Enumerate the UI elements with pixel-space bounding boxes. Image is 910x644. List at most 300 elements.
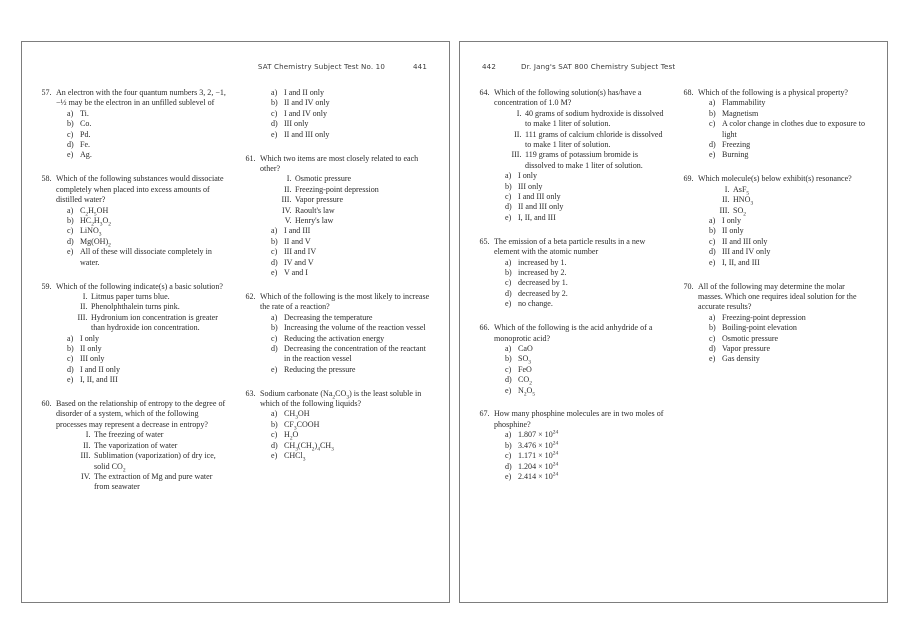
- option-item[interactable]: [505, 192, 667, 202]
- option-label: e): [271, 129, 278, 139]
- page-441: [21, 41, 450, 603]
- roman-numeral: III.: [80, 451, 91, 461]
- option-text: $H_2O$: [284, 430, 299, 442]
- option-text: $HC_2H_3O_2$: [80, 215, 112, 228]
- option-label: a): [505, 171, 512, 181]
- option-item[interactable]: [67, 334, 229, 344]
- option-item[interactable]: [271, 365, 433, 375]
- option-item[interactable]: [271, 119, 433, 129]
- option-list: [271, 313, 433, 375]
- option-label: a): [67, 108, 74, 118]
- option-text: Ag.: [80, 150, 92, 160]
- option-label: d): [709, 247, 716, 257]
- roman-text: AsF$_5$: [733, 184, 750, 197]
- option-text: Pd.: [80, 129, 91, 139]
- option-item[interactable]: [67, 130, 229, 140]
- option-text: $3.476 \times 10^{24}$: [518, 440, 559, 450]
- option-label: a): [67, 205, 74, 215]
- option-list: [709, 98, 871, 160]
- option-text: Gas density: [722, 354, 760, 364]
- option-label: d): [505, 288, 512, 298]
- roman-text: Freezing-point depression: [295, 184, 379, 194]
- option-label: d): [67, 236, 74, 246]
- question-number: 65.: [479, 236, 490, 246]
- option-label: e): [709, 257, 716, 267]
- option-text: Reducing the pressure: [284, 364, 356, 374]
- option-text: I and III only: [518, 192, 561, 202]
- option-label: d): [505, 461, 512, 471]
- option-item[interactable]: [67, 247, 229, 268]
- option-item[interactable]: [67, 354, 229, 364]
- option-text: II and V: [284, 236, 311, 246]
- option-label: e): [505, 212, 512, 222]
- option-text: $1.171 \times 10^{24}$: [518, 450, 559, 461]
- option-item[interactable]: [709, 237, 871, 247]
- question-57: [39, 88, 229, 161]
- roman-text: Phenolphthalein turns pink.: [91, 302, 180, 312]
- option-text: no change.: [518, 299, 553, 309]
- option-text: Decreasing the concentration of the reactant in the reaction vessel: [284, 343, 426, 364]
- option-text: decreased by 1.: [518, 278, 568, 288]
- option-text: I and III: [284, 226, 311, 236]
- question-number: 57.: [41, 88, 52, 97]
- option-list: [67, 206, 229, 268]
- roman-list: [509, 109, 667, 171]
- option-label: e): [271, 451, 278, 461]
- roman-item: [279, 185, 433, 195]
- option-label: e): [709, 150, 716, 160]
- option-label: d): [709, 140, 716, 150]
- roman-numeral: IV.: [81, 471, 91, 481]
- option-text: II only: [80, 343, 102, 353]
- option-item[interactable]: [271, 313, 433, 323]
- option-text: A color change in clothes due to exposure to light: [722, 119, 866, 139]
- option-label: a): [67, 333, 74, 343]
- roman-list: [279, 174, 433, 226]
- option-item[interactable]: [271, 268, 433, 278]
- question-number: 66.: [479, 323, 490, 333]
- option-item[interactable]: [271, 88, 433, 98]
- page-442-column-1: [477, 88, 667, 594]
- option-item[interactable]: [67, 206, 229, 216]
- question-number: 61.: [245, 153, 256, 163]
- option-text: I and II only: [80, 364, 120, 374]
- option-label: e): [271, 364, 278, 374]
- roman-item: [509, 150, 667, 171]
- question-64: [477, 88, 667, 223]
- option-item[interactable]: [505, 472, 667, 482]
- option-label: c): [505, 451, 512, 461]
- option-text: I only: [518, 171, 537, 181]
- option-item[interactable]: [505, 289, 667, 299]
- option-text: II only: [722, 226, 744, 236]
- option-label: b): [505, 268, 512, 277]
- option-list: [505, 344, 667, 396]
- question-58: [39, 174, 229, 268]
- question-number: 70.: [683, 281, 694, 291]
- option-label: c): [67, 226, 74, 236]
- option-item[interactable]: [709, 344, 871, 354]
- option-text: Co.: [80, 119, 92, 129]
- option-item[interactable]: [505, 462, 667, 472]
- roman-numeral: III.: [77, 312, 88, 322]
- option-label: c): [271, 247, 278, 257]
- option-item[interactable]: [505, 213, 667, 223]
- roman-item: [75, 292, 229, 302]
- roman-item: [80, 430, 229, 440]
- option-item[interactable]: [271, 226, 433, 236]
- option-text: $1.807 \times 10^{24}$: [518, 429, 559, 440]
- option-list: [271, 88, 433, 140]
- roman-item: [80, 472, 229, 493]
- option-label: e): [271, 268, 278, 277]
- running-head-title: Dr. Jang's SAT 800 Chemistry Subject Test: [521, 62, 676, 71]
- option-item[interactable]: [505, 258, 667, 268]
- option-text: Ti.: [80, 108, 89, 118]
- roman-numeral: II.: [80, 302, 88, 312]
- option-item[interactable]: [505, 278, 667, 288]
- roman-list: [75, 292, 229, 334]
- roman-text: Sublimation (vaporization) of dry ice, solid $CO_2$: [94, 451, 216, 474]
- option-item[interactable]: [505, 344, 667, 354]
- roman-item: [279, 206, 433, 216]
- option-list: [505, 430, 667, 482]
- option-label: b): [271, 419, 278, 429]
- option-text: Magnetism: [722, 108, 759, 118]
- roman-list: [80, 430, 229, 492]
- question-number: 59.: [41, 281, 52, 291]
- option-list: [67, 109, 229, 161]
- question-stem: Which molecule(s) below exhibit(s) resonance?: [698, 174, 852, 184]
- page-442-column-2: [681, 88, 871, 594]
- page-441-columns: [39, 88, 436, 594]
- question-number: 64.: [479, 88, 490, 97]
- option-text: CHCl$_3$: [284, 451, 306, 463]
- option-label: e): [505, 385, 512, 395]
- question-65: [477, 237, 667, 310]
- option-label: d): [271, 119, 278, 129]
- roman-numeral: IV.: [282, 205, 292, 215]
- option-item[interactable]: [67, 344, 229, 354]
- option-item[interactable]: [271, 451, 433, 461]
- option-item[interactable]: [271, 420, 433, 430]
- option-list: [271, 409, 433, 461]
- option-label: e): [709, 354, 716, 364]
- option-label: c): [709, 119, 716, 129]
- option-item[interactable]: [709, 216, 871, 226]
- option-label: d): [271, 440, 278, 450]
- option-label: b): [271, 98, 278, 108]
- running-head-right: [482, 62, 675, 71]
- option-item[interactable]: [271, 237, 433, 247]
- page-441-column-1: [39, 88, 229, 594]
- option-text: All of these will dissociate completely in water.: [80, 247, 212, 267]
- question-stem: Which of the following substances would dissociate completely when placed into excess amounts of distilled water?: [56, 174, 224, 205]
- option-text: Burning: [722, 150, 749, 160]
- option-text: II and III only: [722, 236, 768, 246]
- option-text: Vapor pressure: [722, 343, 771, 353]
- roman-numeral: II.: [722, 195, 730, 205]
- option-item[interactable]: [505, 451, 667, 461]
- option-label: b): [505, 354, 512, 364]
- option-text: Fe.: [80, 140, 91, 150]
- roman-text: The extraction of Mg and pure water from seawater: [94, 471, 213, 492]
- roman-text: 40 grams of sodium hydroxide is dissolved to make 1 liter of solution.: [525, 108, 664, 129]
- question-number-spacer: [243, 88, 260, 140]
- option-item[interactable]: [709, 313, 871, 323]
- option-item[interactable]: [709, 140, 871, 150]
- option-label: b): [709, 323, 716, 333]
- option-text: Boiling-point elevation: [722, 323, 797, 333]
- option-item[interactable]: [67, 216, 229, 226]
- option-text: $CH_3OH$: [284, 409, 310, 422]
- roman-text: The vaporization of water: [94, 440, 178, 450]
- option-list: [709, 313, 871, 365]
- option-text: Reducing the activation energy: [284, 333, 385, 343]
- option-item[interactable]: [67, 140, 229, 150]
- question-number: 63.: [245, 388, 256, 398]
- option-label: b): [67, 215, 74, 225]
- option-item[interactable]: [271, 344, 433, 365]
- option-text: II and III only: [284, 129, 330, 139]
- option-item[interactable]: [709, 98, 871, 108]
- option-item[interactable]: [709, 119, 871, 140]
- page-441-column-2: [243, 88, 433, 594]
- option-label: b): [271, 323, 278, 333]
- option-item[interactable]: [709, 258, 871, 268]
- option-item[interactable]: [271, 441, 433, 451]
- question-stem: All of the following may determine the molar masses. Which one requires ideal solution for the accurate results?: [698, 281, 857, 312]
- roman-text: $HNO_3$: [733, 195, 754, 207]
- option-item[interactable]: [271, 409, 433, 422]
- option-label: a): [271, 312, 278, 322]
- option-item[interactable]: [505, 441, 667, 451]
- option-text: $SO_3$: [518, 354, 532, 366]
- option-label: b): [67, 343, 74, 353]
- option-item[interactable]: [271, 98, 433, 108]
- option-item[interactable]: [709, 334, 871, 344]
- option-text: LiNO$_3$: [80, 226, 102, 238]
- option-label: e): [67, 375, 74, 385]
- roman-item: [717, 206, 871, 216]
- option-label: a): [709, 312, 716, 322]
- question-number: 60.: [41, 399, 52, 409]
- option-label: c): [271, 108, 278, 118]
- roman-list: [717, 185, 871, 216]
- option-text: I and IV only: [284, 108, 327, 118]
- page-number: 441: [413, 62, 427, 71]
- option-text: IV and V: [284, 257, 314, 267]
- option-label: c): [709, 236, 716, 246]
- question-number: 62.: [245, 291, 256, 301]
- roman-numeral: I.: [286, 174, 292, 184]
- option-text: decreased by 2.: [518, 288, 568, 298]
- question-number: 68.: [683, 88, 694, 97]
- question-59: [39, 282, 229, 386]
- question-62: [243, 292, 433, 375]
- option-text: III and IV only: [722, 247, 771, 257]
- option-text: Decreasing the temperature: [284, 312, 373, 322]
- page-number: 442: [482, 62, 496, 71]
- option-item[interactable]: [271, 323, 433, 333]
- option-item[interactable]: [505, 268, 667, 278]
- option-label: e): [67, 150, 74, 160]
- option-label: a): [709, 215, 716, 225]
- option-label: c): [271, 430, 278, 440]
- option-label: d): [505, 375, 512, 385]
- option-list: [709, 216, 871, 268]
- option-text: increased by 1.: [518, 257, 567, 267]
- question-61: [243, 154, 433, 279]
- roman-item: [75, 302, 229, 312]
- question-60-options-continued: [243, 88, 433, 140]
- option-item[interactable]: [67, 365, 229, 375]
- question-number: 69.: [683, 174, 694, 184]
- option-item[interactable]: [505, 202, 667, 212]
- option-item[interactable]: [67, 237, 229, 247]
- option-label: e): [505, 299, 512, 309]
- option-item[interactable]: [67, 109, 229, 119]
- roman-numeral: III.: [511, 150, 522, 160]
- roman-numeral: V.: [284, 215, 292, 225]
- option-item[interactable]: [709, 247, 871, 257]
- question-number: 58.: [41, 174, 52, 184]
- option-item[interactable]: [271, 334, 433, 344]
- roman-text: 111 grams of calcium chloride is dissolved to make 1 liter of solution.: [525, 129, 663, 150]
- running-head-left: [258, 62, 427, 71]
- question-stem: The emission of a beta particle results in a new element with the atomic number: [494, 236, 646, 257]
- option-item[interactable]: [271, 430, 433, 440]
- option-text: III only: [518, 181, 543, 191]
- option-label: d): [505, 202, 512, 212]
- option-label: c): [505, 192, 512, 202]
- option-label: c): [709, 333, 716, 343]
- option-item[interactable]: [271, 258, 433, 268]
- option-item[interactable]: [271, 247, 433, 257]
- option-item[interactable]: [67, 119, 229, 129]
- option-item[interactable]: [709, 323, 871, 333]
- option-text: $CH_3(CH_2)_4CH_3$: [284, 440, 334, 453]
- option-text: III only: [80, 354, 105, 364]
- option-item[interactable]: [505, 365, 667, 375]
- page-442-columns: [477, 88, 874, 594]
- option-label: d): [271, 257, 278, 267]
- roman-item: [80, 441, 229, 451]
- option-text: CaO: [518, 343, 533, 353]
- option-label: c): [505, 278, 512, 288]
- option-item[interactable]: [505, 354, 667, 364]
- question-70: [681, 282, 871, 365]
- option-item[interactable]: [505, 386, 667, 396]
- option-text: increased by 2.: [518, 268, 567, 277]
- question-stem: Which of the following is the acid anhydride of a monoprotic acid?: [494, 323, 653, 343]
- question-stem: Which of the following is a physical property?: [698, 88, 848, 97]
- question-66: [477, 323, 667, 396]
- roman-text: Vapor pressure: [295, 195, 344, 205]
- option-label: d): [67, 140, 74, 150]
- option-list: [505, 258, 667, 310]
- option-text: I only: [80, 333, 99, 343]
- question-number: 67.: [479, 409, 490, 419]
- page-442: [459, 41, 888, 603]
- option-text: I, II, and III: [80, 375, 118, 385]
- question-stem: How many phosphine molecules are in two moles of phosphine?: [494, 409, 664, 429]
- roman-item: [80, 451, 229, 472]
- question-stem: Which of the following solution(s) has/have a concentration of 1.0 M?: [494, 88, 642, 108]
- option-text: Flammability: [722, 98, 766, 108]
- question-stem: Which of the following indicate(s) a basic solution?: [56, 281, 223, 291]
- roman-numeral: II.: [514, 129, 522, 139]
- option-text: $C_2H_5OH$: [80, 205, 109, 218]
- option-text: II and III only: [518, 202, 564, 212]
- option-list: [67, 334, 229, 386]
- option-text: Osmotic pressure: [722, 333, 779, 343]
- option-item[interactable]: [505, 171, 667, 181]
- option-item[interactable]: [67, 375, 229, 385]
- option-item[interactable]: [271, 109, 433, 119]
- option-list: [271, 226, 433, 278]
- roman-item: [509, 109, 667, 130]
- roman-numeral: II.: [83, 440, 91, 450]
- option-text: Freezing-point depression: [722, 312, 806, 322]
- option-item[interactable]: [67, 150, 229, 160]
- question-stem: Sodium carbonate $(Na_2CO_3)$ is the least soluble in which of the following liquids?: [260, 388, 422, 409]
- option-text: II and IV only: [284, 98, 330, 108]
- option-item[interactable]: [709, 109, 871, 119]
- question-stem: Based on the relationship of entropy to the degree of disorder of a system, which of the following processes may represent a decrease in entropy?: [56, 399, 226, 429]
- roman-numeral: I.: [724, 184, 730, 194]
- option-item[interactable]: [709, 226, 871, 236]
- option-text: $CF_3COOH$: [284, 419, 320, 432]
- option-item[interactable]: [505, 299, 667, 309]
- question-68: [681, 88, 871, 161]
- question-stem: Which two items are most closely related to each other?: [260, 153, 419, 173]
- question-stem: An electron with the four quantum numbers 3, 2, −1, −½ may be the electron in an unfilled sublevel of: [56, 88, 226, 108]
- option-label: b): [505, 181, 512, 191]
- option-item[interactable]: [271, 130, 433, 140]
- option-text: III and IV: [284, 247, 317, 257]
- option-item[interactable]: [505, 182, 667, 192]
- option-item[interactable]: [505, 375, 667, 385]
- roman-item: [717, 195, 871, 205]
- roman-text: Hydronium ion concentration is greater than hydroxide ion concentration.: [91, 312, 218, 333]
- question-60: [39, 399, 229, 493]
- option-label: a): [271, 88, 278, 97]
- option-item[interactable]: [709, 354, 871, 364]
- option-list: [505, 171, 667, 223]
- option-text: $N_2O_5$: [518, 385, 536, 398]
- option-item[interactable]: [505, 430, 667, 440]
- roman-text: Raoult's law: [295, 205, 335, 215]
- option-item[interactable]: [67, 226, 229, 236]
- roman-numeral: I.: [82, 291, 88, 301]
- option-label: d): [709, 343, 716, 353]
- option-label: a): [709, 98, 716, 108]
- roman-item: [279, 174, 433, 184]
- option-label: e): [67, 247, 74, 257]
- option-text: V and I: [284, 268, 308, 277]
- option-label: c): [505, 364, 512, 374]
- roman-text: Litmus paper turns blue.: [91, 291, 170, 301]
- question-63: [243, 389, 433, 462]
- roman-item: [717, 185, 871, 195]
- option-text: I, II, and III: [518, 212, 556, 222]
- option-item[interactable]: [709, 150, 871, 160]
- option-text: I and II only: [284, 88, 324, 97]
- option-text: $Mg(OH)_2$: [80, 236, 111, 249]
- question-69: [681, 174, 871, 268]
- roman-text: 119 grams of potassium bromide is dissolved to make 1 liter of solution.: [525, 150, 643, 170]
